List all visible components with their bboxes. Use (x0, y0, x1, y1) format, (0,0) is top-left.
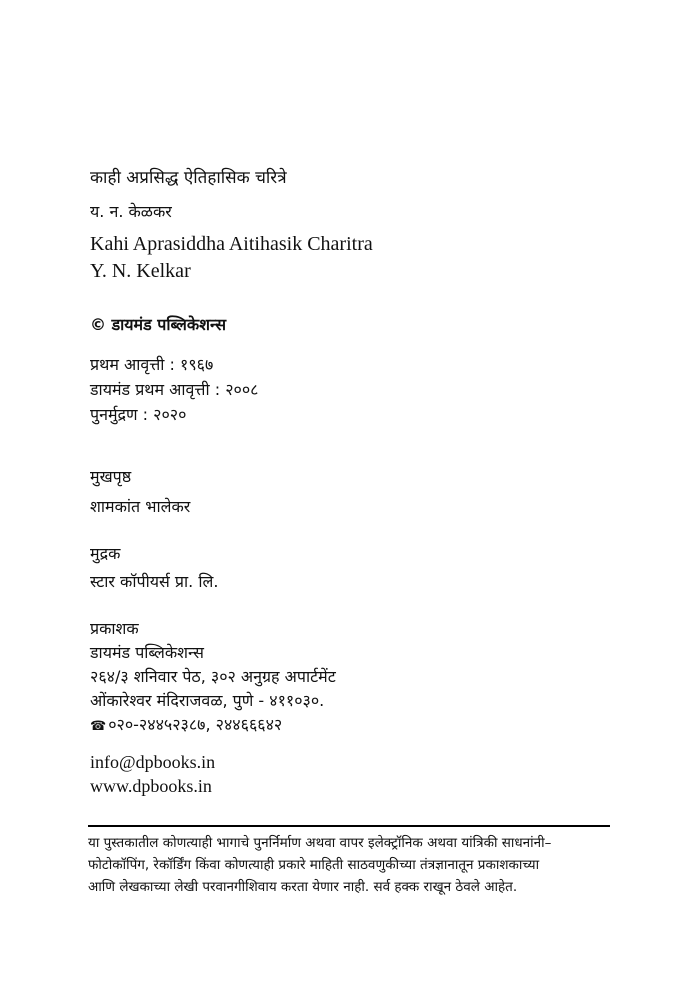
author-marathi: य. न. केळकर (90, 202, 172, 221)
email-link[interactable]: info@dpbooks.in (90, 752, 216, 772)
reprint: पुनर्मुद्रण : २०२० (90, 405, 187, 424)
disclaimer-line: आणि लेखकाच्या लेखी परवानगीशिवाय करता येणार नाही. सर्व हक्क राखून ठेवले आहेत. (88, 879, 518, 895)
publisher-address-line1: २६४/३ शनिवार पेठ, ३०२ अनुग्रह अपार्टमेंट (90, 667, 336, 686)
author-english: Y. N. Kelkar (90, 260, 191, 282)
publisher-phone (90, 715, 282, 737)
title-marathi: काही अप्रसिद्ध ऐतिहासिक चरित्रे (90, 168, 287, 188)
copyright: © डायमंड पब्लिकेशन्स (90, 315, 227, 334)
disclaimer-line: फोटोकॉपिंग, रेकॉर्डिंग किंवा कोणत्याही प्रकारे माहिती साठवणुकीच्या तंत्रज्ञानातून प्रकाशकाच्या (88, 857, 540, 873)
phone-numbers: ०२०-२४४५२३८७, २४४६६६४२ (108, 715, 283, 734)
cover-artist: शामकांत भालेकर (90, 497, 191, 516)
publisher-label: प्रकाशक (90, 619, 139, 638)
printer-name: स्टार कॉपीयर्स प्रा. लि. (90, 572, 219, 591)
printer-label: मुद्रक (90, 544, 121, 563)
disclaimer-line: या पुस्तकातील कोणत्याही भागाचे पुनर्निर्माण अथवा वापर इलेक्ट्रॉनिक अथवा यांत्रिकी साधनांनी– (88, 835, 552, 851)
divider (88, 825, 610, 827)
disclaimer (88, 832, 610, 898)
cover-label: मुखपृष्ठ (90, 467, 132, 486)
publisher-name: डायमंड पब्लिकेशन्स (90, 643, 204, 662)
website-link[interactable]: www.dpbooks.in (90, 776, 212, 796)
publisher-address-line2: ओंकारेश्वर मंदिराजवळ, पुणे - ४११०३०. (90, 691, 325, 710)
title-english: Kahi Aprasiddha Aitihasik Charitra (90, 233, 373, 255)
first-edition: प्रथम आवृत्ती : १९६७ (90, 355, 214, 374)
telephone-icon: ☎ (90, 719, 107, 734)
diamond-first-edition: डायमंड प्रथम आवृत्ती : २००८ (90, 380, 259, 399)
